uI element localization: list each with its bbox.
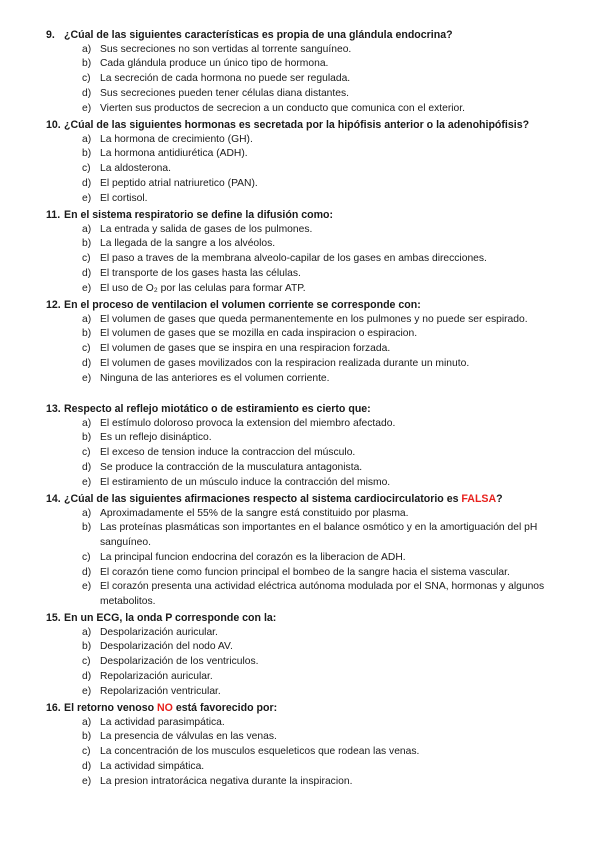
option-letter: b) bbox=[82, 328, 92, 340]
option-letter: b) bbox=[82, 731, 92, 743]
option-letter: e) bbox=[82, 775, 92, 787]
option-letter: c) bbox=[82, 73, 91, 85]
answer-option bbox=[46, 133, 566, 148]
question-heading bbox=[46, 118, 566, 133]
answer-option bbox=[46, 745, 566, 760]
option-letter: a) bbox=[82, 133, 92, 145]
option-text: La actividad parasimpática. bbox=[100, 716, 225, 728]
option-letter: b) bbox=[82, 238, 92, 250]
answer-option bbox=[46, 580, 566, 609]
option-list bbox=[46, 716, 566, 790]
option-letter: a) bbox=[82, 417, 92, 429]
question-number: 13. bbox=[46, 403, 61, 415]
option-text: Ninguna de las anteriores es el volumen corriente. bbox=[100, 372, 330, 384]
option-list bbox=[46, 43, 566, 117]
option-text: La actividad simpática. bbox=[100, 760, 205, 772]
answer-option bbox=[46, 670, 566, 685]
answer-option bbox=[46, 417, 566, 432]
option-letter: c) bbox=[82, 656, 91, 668]
question-heading bbox=[46, 701, 566, 716]
option-letter: c) bbox=[82, 746, 91, 758]
answer-option bbox=[46, 192, 566, 207]
answer-option bbox=[46, 102, 566, 117]
question-heading bbox=[46, 611, 566, 626]
question-block bbox=[46, 208, 566, 296]
option-letter: b) bbox=[82, 148, 92, 160]
answer-option bbox=[46, 223, 566, 238]
question-heading bbox=[46, 492, 566, 507]
answer-option bbox=[46, 507, 566, 522]
question-heading bbox=[46, 298, 566, 313]
question-block bbox=[46, 28, 566, 116]
question-text: En un ECG, la onda P corresponde con la: bbox=[64, 612, 277, 624]
question-text: En el proceso de ventilacion el volumen corriente se corresponde con: bbox=[64, 299, 421, 311]
option-text: Sus secreciones no son vertidas al torrente sanguíneo. bbox=[100, 43, 352, 55]
question-text: El retorno venoso bbox=[64, 702, 158, 714]
option-letter: c) bbox=[82, 163, 91, 175]
option-text: Sus secreciones pueden tener células diana distantes. bbox=[100, 87, 350, 99]
option-text: El exceso de tension induce la contraccion del músculo. bbox=[100, 447, 356, 459]
answer-option bbox=[46, 476, 566, 491]
option-text: Repolarización ventricular. bbox=[100, 685, 221, 697]
option-letter: d) bbox=[82, 670, 92, 682]
answer-option bbox=[46, 357, 566, 372]
option-text: Repolarización auricular. bbox=[100, 670, 213, 682]
option-text: Es un reflejo disináptico. bbox=[100, 432, 212, 444]
answer-option bbox=[46, 267, 566, 282]
option-text: La hormona de crecimiento (GH). bbox=[100, 133, 253, 145]
answer-option bbox=[46, 282, 566, 297]
question-number: 14. bbox=[46, 493, 61, 505]
question-heading bbox=[46, 208, 566, 223]
question-block bbox=[46, 402, 566, 490]
answer-option bbox=[46, 252, 566, 267]
option-letter: c) bbox=[82, 551, 91, 563]
option-letter: d) bbox=[82, 177, 92, 189]
option-text: La principal funcion endocrina del corazón es la liberacion de ADH. bbox=[100, 551, 406, 563]
option-letter: e) bbox=[82, 476, 92, 488]
question-text: En el sistema respiratorio se define la difusión como: bbox=[64, 209, 334, 221]
option-letter: d) bbox=[82, 566, 92, 578]
option-text: El volumen de gases que se inspira en una respiracion forzada. bbox=[100, 343, 391, 355]
option-text: El uso de O₂ por las celulas para formar ATP. bbox=[100, 282, 306, 294]
question-block bbox=[46, 611, 566, 699]
option-letter: a) bbox=[82, 223, 92, 235]
option-letter: a) bbox=[82, 626, 92, 638]
option-text: El corazón presenta una actividad eléctrica autónoma modulada por el SNA, hormonas y algunos metabolitos. bbox=[100, 581, 545, 607]
option-letter: e) bbox=[82, 282, 92, 294]
question-heading bbox=[46, 28, 566, 43]
answer-option bbox=[46, 327, 566, 342]
option-text: Cada glándula produce un único tipo de hormona. bbox=[100, 58, 329, 70]
option-letter: d) bbox=[82, 87, 92, 99]
option-letter: a) bbox=[82, 313, 92, 325]
option-list bbox=[46, 507, 566, 610]
option-list bbox=[46, 313, 566, 387]
option-text: El estímulo doloroso provoca la extension del miembro afectado. bbox=[100, 417, 396, 429]
option-text: Vierten sus productos de secrecion a un conducto que comunica con el exterior. bbox=[100, 102, 465, 114]
option-list bbox=[46, 417, 566, 491]
answer-option bbox=[46, 431, 566, 446]
answer-option bbox=[46, 640, 566, 655]
option-text: La secreción de cada hormona no puede ser regulada. bbox=[100, 73, 351, 85]
option-text: El estiramiento de un músculo induce la contracción del mismo. bbox=[100, 476, 391, 488]
question-block bbox=[46, 118, 566, 206]
option-letter: d) bbox=[82, 461, 92, 473]
option-text: Despolarización auricular. bbox=[100, 626, 218, 638]
question-text: Respecto al reflejo miotático o de estiramiento es cierto que: bbox=[64, 403, 371, 415]
option-letter: b) bbox=[82, 522, 92, 534]
option-letter: b) bbox=[82, 432, 92, 444]
option-letter: e) bbox=[82, 372, 92, 384]
option-list bbox=[46, 626, 566, 700]
answer-option bbox=[46, 237, 566, 252]
option-text: El peptido atrial natriuretico (PAN). bbox=[100, 177, 258, 189]
option-letter: c) bbox=[82, 343, 91, 355]
question-text: ? bbox=[496, 493, 503, 505]
answer-option bbox=[46, 626, 566, 641]
highlight-text: FALSA bbox=[461, 493, 497, 505]
question-text: ¿Cúal de las siguientes características es propia de una glándula endocrina? bbox=[64, 29, 453, 41]
option-text: La presion intratorácica negativa durante la inspiracion. bbox=[100, 775, 353, 787]
answer-option bbox=[46, 87, 566, 102]
question-block bbox=[46, 298, 566, 386]
answer-option bbox=[46, 177, 566, 192]
answer-option bbox=[46, 57, 566, 72]
question-number: 10. bbox=[46, 119, 61, 131]
option-letter: a) bbox=[82, 43, 92, 55]
option-text: El volumen de gases que se mozilla en cada inspiracion o espiracion. bbox=[100, 328, 418, 340]
option-letter: d) bbox=[82, 760, 92, 772]
question-number: 15. bbox=[46, 612, 61, 624]
option-text: La hormona antidiurética (ADH). bbox=[100, 148, 248, 160]
option-letter: a) bbox=[82, 716, 92, 728]
option-text: Despolarización de los ventriculos. bbox=[100, 656, 259, 668]
question-block bbox=[46, 492, 566, 610]
option-letter: e) bbox=[82, 685, 92, 697]
answer-option bbox=[46, 775, 566, 790]
question-number: 9. bbox=[46, 29, 55, 41]
option-text: La llegada de la sangre a los alvéolos. bbox=[100, 238, 276, 250]
option-letter: b) bbox=[82, 641, 92, 653]
answer-option bbox=[46, 730, 566, 745]
option-letter: a) bbox=[82, 507, 92, 519]
answer-option bbox=[46, 760, 566, 775]
option-text: La concentración de los musculos esqueleticos que rodean las venas. bbox=[100, 746, 420, 758]
answer-option bbox=[46, 566, 566, 581]
option-text: El volumen de gases que queda permanentemente en los pulmones y no puede ser espirado. bbox=[100, 313, 528, 325]
question-number: 12. bbox=[46, 299, 61, 311]
option-text: El corazón tiene como funcion principal el bombeo de la sangre hacia el sistema vascular. bbox=[100, 566, 510, 578]
question-number: 16. bbox=[46, 702, 61, 714]
answer-option bbox=[46, 461, 566, 476]
option-text: La aldosterona. bbox=[100, 163, 171, 175]
question-number: 11. bbox=[46, 209, 61, 221]
question-heading bbox=[46, 402, 566, 417]
answer-option bbox=[46, 521, 566, 550]
question-block bbox=[46, 701, 566, 789]
option-letter: e) bbox=[82, 581, 92, 593]
option-text: El volumen de gases movilizados con la respiracion realizada durante un minuto. bbox=[100, 357, 470, 369]
option-text: Aproximadamente el 55% de la sangre está constituido por plasma. bbox=[100, 507, 409, 519]
option-list bbox=[46, 133, 566, 207]
option-letter: e) bbox=[82, 102, 92, 114]
answer-option bbox=[46, 372, 566, 387]
option-text: Despolarización del nodo AV. bbox=[100, 641, 233, 653]
answer-option bbox=[46, 313, 566, 328]
option-text: Las proteínas plasmáticas son importantes en el balance osmótico y en la amortiguación del pH sanguíneo. bbox=[100, 522, 538, 549]
question-text: está favorecido por: bbox=[172, 702, 278, 714]
answer-option bbox=[46, 551, 566, 566]
answer-option bbox=[46, 342, 566, 357]
option-text: El paso a traves de la membrana alveolo-capilar de los gases en ambas direcciones. bbox=[100, 253, 487, 265]
option-list bbox=[46, 223, 566, 297]
question-text: ¿Cúal de las siguientes afirmaciones respecto al sistema cardiocirculatorio es bbox=[64, 493, 462, 505]
answer-option bbox=[46, 716, 566, 731]
option-letter: e) bbox=[82, 192, 92, 204]
option-letter: d) bbox=[82, 267, 92, 279]
answer-option bbox=[46, 162, 566, 177]
answer-option bbox=[46, 72, 566, 87]
option-letter: c) bbox=[82, 447, 91, 459]
question-text: ¿Cúal de las siguientes hormonas es secretada por la hipófisis anterior o la adenohipófisis? bbox=[64, 119, 530, 131]
answer-option bbox=[46, 43, 566, 58]
option-letter: c) bbox=[82, 253, 91, 265]
option-text: El cortisol. bbox=[100, 192, 148, 204]
answer-option bbox=[46, 685, 566, 700]
option-text: Se produce la contracción de la musculatura antagonista. bbox=[100, 461, 363, 473]
option-text: El transporte de los gases hasta las células. bbox=[100, 267, 301, 279]
option-letter: d) bbox=[82, 357, 92, 369]
option-text: La entrada y salida de gases de los pulmones. bbox=[100, 223, 313, 235]
option-letter: b) bbox=[82, 58, 92, 70]
highlight-text: NO bbox=[157, 702, 173, 714]
answer-option bbox=[46, 147, 566, 162]
answer-option bbox=[46, 446, 566, 461]
option-text: La presencia de válvulas en las venas. bbox=[100, 731, 277, 743]
answer-option bbox=[46, 655, 566, 670]
